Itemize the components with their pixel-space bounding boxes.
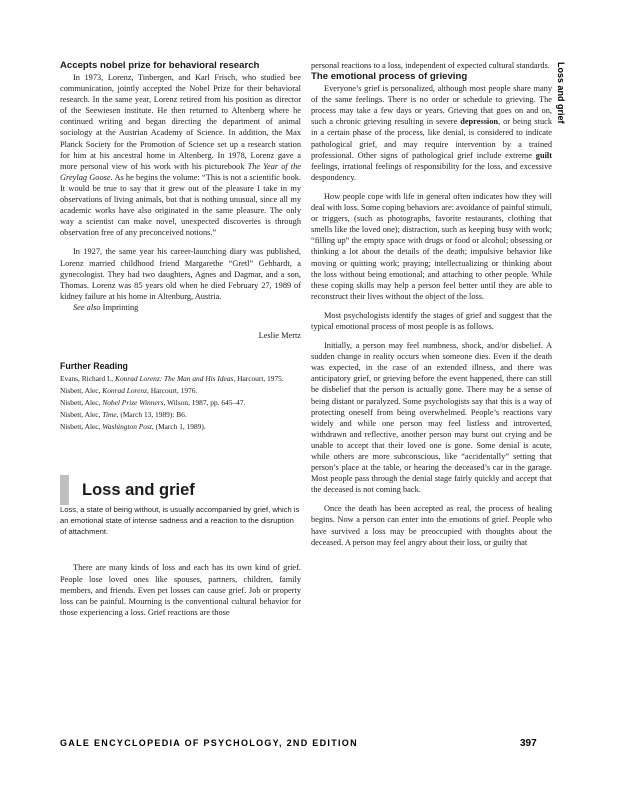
lorenz-paragraph-1: In 1973, Lorenz, Tinbergen, and Karl Frisch, who studied bee communication, jointly accepted the Nobel Prize for their behavioral research. In the same year, Lorenz retired from his position as director of the Seewiesen institute. He then returned to Altenberg where he continued writing and began directing the department of animal sociology at the Austrian Academy of Science. In addition, the Max Planck Society for the Promotion of Science set up a research station for him at his ancestral home in Altenberg. In 1978, Lorenz gave a more personal view of his work with his picturebook The Year of the Greylag Goose. As he begins the volume: “This is not a scientific book. It would be true to say that it grew out of the pleasure I take in my observations of living animals, but that is nothing unusual, since all my academic works have also originated in the same pleasure. The only way a scientist can make novel, unexpected discoveries is through observation free of any preconceived notions.” (60, 73, 301, 238)
footer-publication-title: GALE ENCYCLOPEDIA OF PSYCHOLOGY, 2ND EDITION (60, 738, 358, 748)
author-signature: Leslie Mertz (258, 330, 301, 340)
continued-paragraph: personal reactions to a loss, independent of expected cultural standards. (311, 61, 550, 70)
page-number: 397 (520, 738, 537, 749)
reference-item: Nisbett, Alec, Konrad Lorenz, Harcourt, 1976. (60, 386, 198, 396)
see-also: See also Imprinting (73, 302, 139, 312)
reference-item: Nisbett, Alec, Time, (March 13, 1989): B6. (60, 410, 187, 420)
grief-paragraph-5: Once the death has been accepted as real, the process of healing begins. Now a person can enter into the emotions of grief. People who have survived a loss may be preoccupied with thoughts about the deceased. A person may feel angry about their loss, or guilty that (311, 504, 552, 547)
see-also-link[interactable]: Imprinting (100, 302, 139, 312)
right-column (311, 60, 552, 548)
emotional-process-heading: The emotional process of grieving (311, 71, 468, 83)
lorenz-paragraph-2: In 1927, the same year his career-launching diary was published, Lorenz married childhood friend Margarethe “Gretl” Gebhardt, a gynecologist. They had two daughters, Agnes and Dagmar, and a son, Thomas. Lorenz was 85 years old when he died February 27, 1989 of kidney failure at his home in Altenburg, Austria. (60, 247, 301, 301)
loss-paragraph: There are many kinds of loss and each has its own kind of grief. People lose loved ones like spouses, partners, children, family members, and friends. Even pet losses can cause grief. Job or property loss can be painful. Mourning is the conventional cultural behavior for those experiencing a loss. Grief reactions are those (60, 563, 301, 617)
entry-marker-bar (60, 475, 69, 505)
grief-paragraph-1: Everyone’s grief is personalized, although most people share many of the same feelings. There is no order or schedule to grieving. The process may take a few days or years. Grieving that goes on and on, such a chronic grieving resulting in severe depression, or being stuck in a certain phase of the process, like denial, is considered to indicate pathological grief, and may require intervention by a trained professional. Other signs of pathological grief include extreme guilt feelings, irrational feelings of responsibility for the loss, and excessive despondency. (311, 84, 552, 182)
term-guilt[interactable]: guilt (535, 150, 552, 160)
entry-definition: Loss, a state of being without, is usually accompanied by grief, which is an emotional state of intense sadness and a reaction to the disruption of attachment. (60, 505, 300, 536)
section-side-tab: Loss and grief (556, 62, 566, 124)
entry-header (60, 475, 301, 505)
entry-title: Loss and grief (82, 481, 195, 500)
grief-paragraph-2: How people cope with life in general often indicates how they will deal with loss. Some coping behaviors are: avoidance of painful stimuli, or triggers, (such as photographs, favorite restaurants, clothing that smells like the loved one); distraction, such as keeping busy with work; “filling up” the empty space with drugs or food or alcohol; obsessing or thinking a lot about the details of the death; impulsive behavior like moving or quitting work; praying; intellectualizing or thinking about the loss without being emotional; and attaching to other people. While these coping skills may help a person feel better until they are able to reconstruct their lives without the object of the loss. (311, 191, 552, 301)
grief-paragraph-4: Initially, a person may feel numbness, shock, and/or disbelief. A sudden change in reality occurs when someone dies. Even if the death was expected, in the case of an extended illness, and there was anticipatory grief, or grieving before the event happened, there can still be disbelief that the person is actually gone. There may be a sense of being distant or paralyzed. Some psychologists say that this is a way of protecting oneself from being overwhelmed. People’s reactions vary widely and while one person may feel listless and introverted, withdrawn and reflective, another person may burst out crying and be unable to accept that their loved one is gone. Some denial is acute, while others are more subconscious, like “accidentally” setting that person’s place at the table, or hearing the deceased’s car in the garage. Most people pass through the denial stage fairly quickly and accept that the deceased is not coming back. (311, 341, 552, 495)
reference-item: Nisbett, Alec, Washington Post, (March 1, 1989). (60, 422, 206, 432)
nobel-prize-heading: Accepts nobel prize for behavioral research (60, 60, 260, 71)
reference-item: Evans, Richard I., Konrad Lorenz: The Man and His Ideas, Harcourt, 1975. (60, 374, 284, 384)
left-column (60, 60, 301, 618)
grief-paragraph-3: Most psychologists identify the stages of grief and suggest that the typical emotional process of most people is as follows. (311, 310, 552, 331)
further-reading-heading: Further Reading (60, 361, 128, 372)
term-depression[interactable]: depression (460, 117, 499, 127)
book-title: The Year of the Greylag Goose. (60, 161, 301, 182)
reference-item: Nisbett, Alec, Nobel Prize Winners, Wilson, 1987, pp. 645–47. (60, 398, 246, 408)
